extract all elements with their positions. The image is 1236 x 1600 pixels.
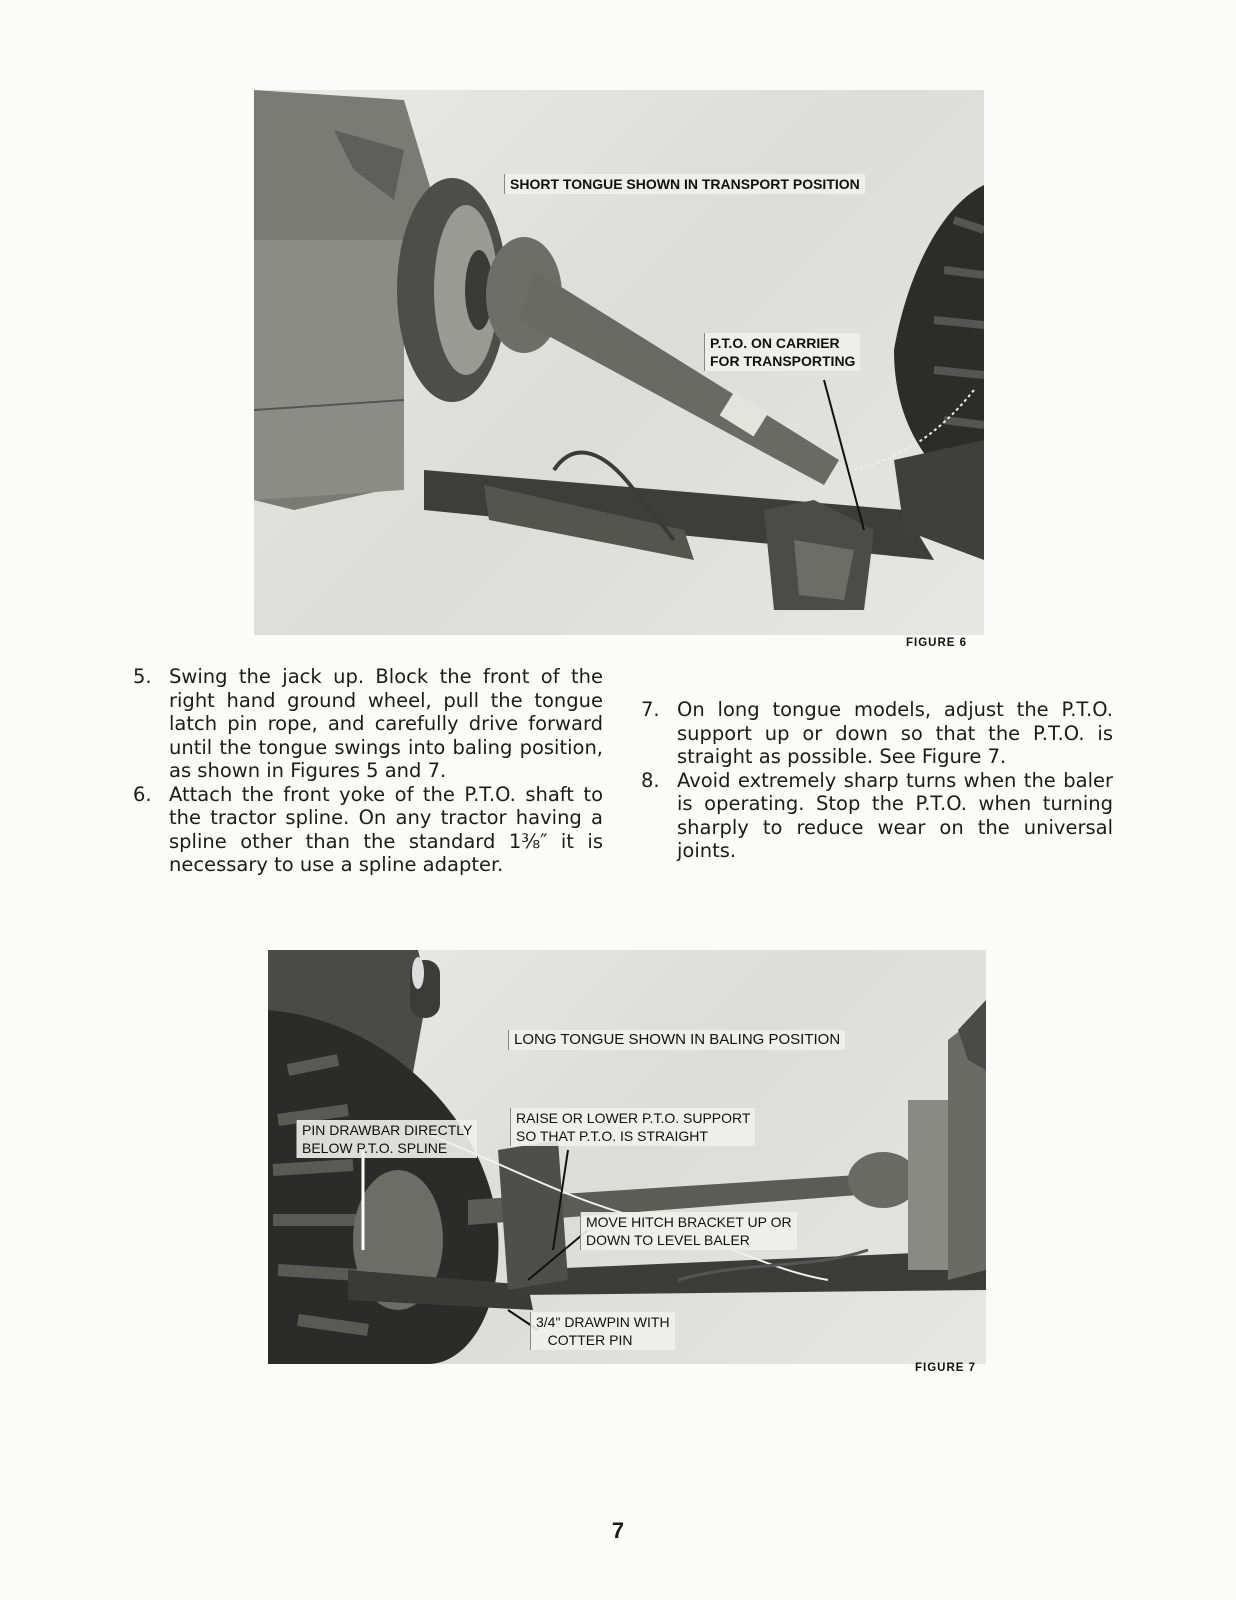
figure-7-caption: FIGURE 7 — [915, 1362, 977, 1374]
step-text: On long tongue models, adjust the P.T.O. support up or down so that the P.T.O. is straight as possible. See Figure 7. — [677, 698, 1113, 768]
instruction-step-5 — [133, 665, 603, 783]
figure-6-title-callout: SHORT TONGUE SHOWN IN TRANSPORT POSITION — [504, 174, 865, 194]
instructions-right-column — [641, 698, 1113, 863]
figure-7-hitch-bracket-callout: MOVE HITCH BRACKET UP OR DOWN TO LEVEL BALER — [580, 1212, 797, 1250]
page-number: 7 — [611, 1518, 625, 1543]
instruction-step-6 — [133, 783, 603, 877]
step-text: Avoid extremely sharp turns when the baler is operating. Stop the P.T.O. when turning sharply to reduce wear on the universal joints. — [677, 768, 1113, 862]
figure-7-drawpin-callout: 3/4" DRAWPIN WITH COTTER PIN — [530, 1312, 675, 1350]
step-text: Attach the front yoke of the P.T.O. shaft to the tractor spline. On any tractor having a spline other than the standard 1⅜″ it is necessary to use a spline adapter. — [169, 782, 603, 876]
figure-6-photo — [254, 90, 984, 635]
figure-6-illustration — [254, 90, 984, 635]
figure-6-pto-carrier-callout: P.T.O. ON CARRIER FOR TRANSPORTING — [704, 333, 860, 371]
figure-6-caption: FIGURE 6 — [906, 637, 968, 649]
instruction-step-7 — [641, 698, 1113, 769]
step-number: 5. — [133, 665, 152, 688]
step-number: 6. — [133, 782, 152, 806]
instructions-left-column — [133, 665, 603, 877]
step-number: 8. — [641, 768, 660, 792]
figure-7-photo — [268, 950, 986, 1364]
step-number: 7. — [641, 698, 660, 721]
instruction-step-8 — [641, 769, 1113, 863]
figure-7-pto-support-callout: RAISE OR LOWER P.T.O. SUPPORT SO THAT P.T.O. IS STRAIGHT — [510, 1108, 755, 1146]
figure-7-title-callout: LONG TONGUE SHOWN IN BALING POSITION — [508, 1030, 845, 1050]
figure-7-drawbar-callout: PIN DRAWBAR DIRECTLY BELOW P.T.O. SPLINE — [296, 1120, 477, 1158]
step-text: Swing the jack up. Block the front of the right hand ground wheel, pull the tongue latch pin rope, and carefully drive forward until the tongue swings into baling position, as shown in Figures 5 and 7. — [169, 665, 603, 782]
